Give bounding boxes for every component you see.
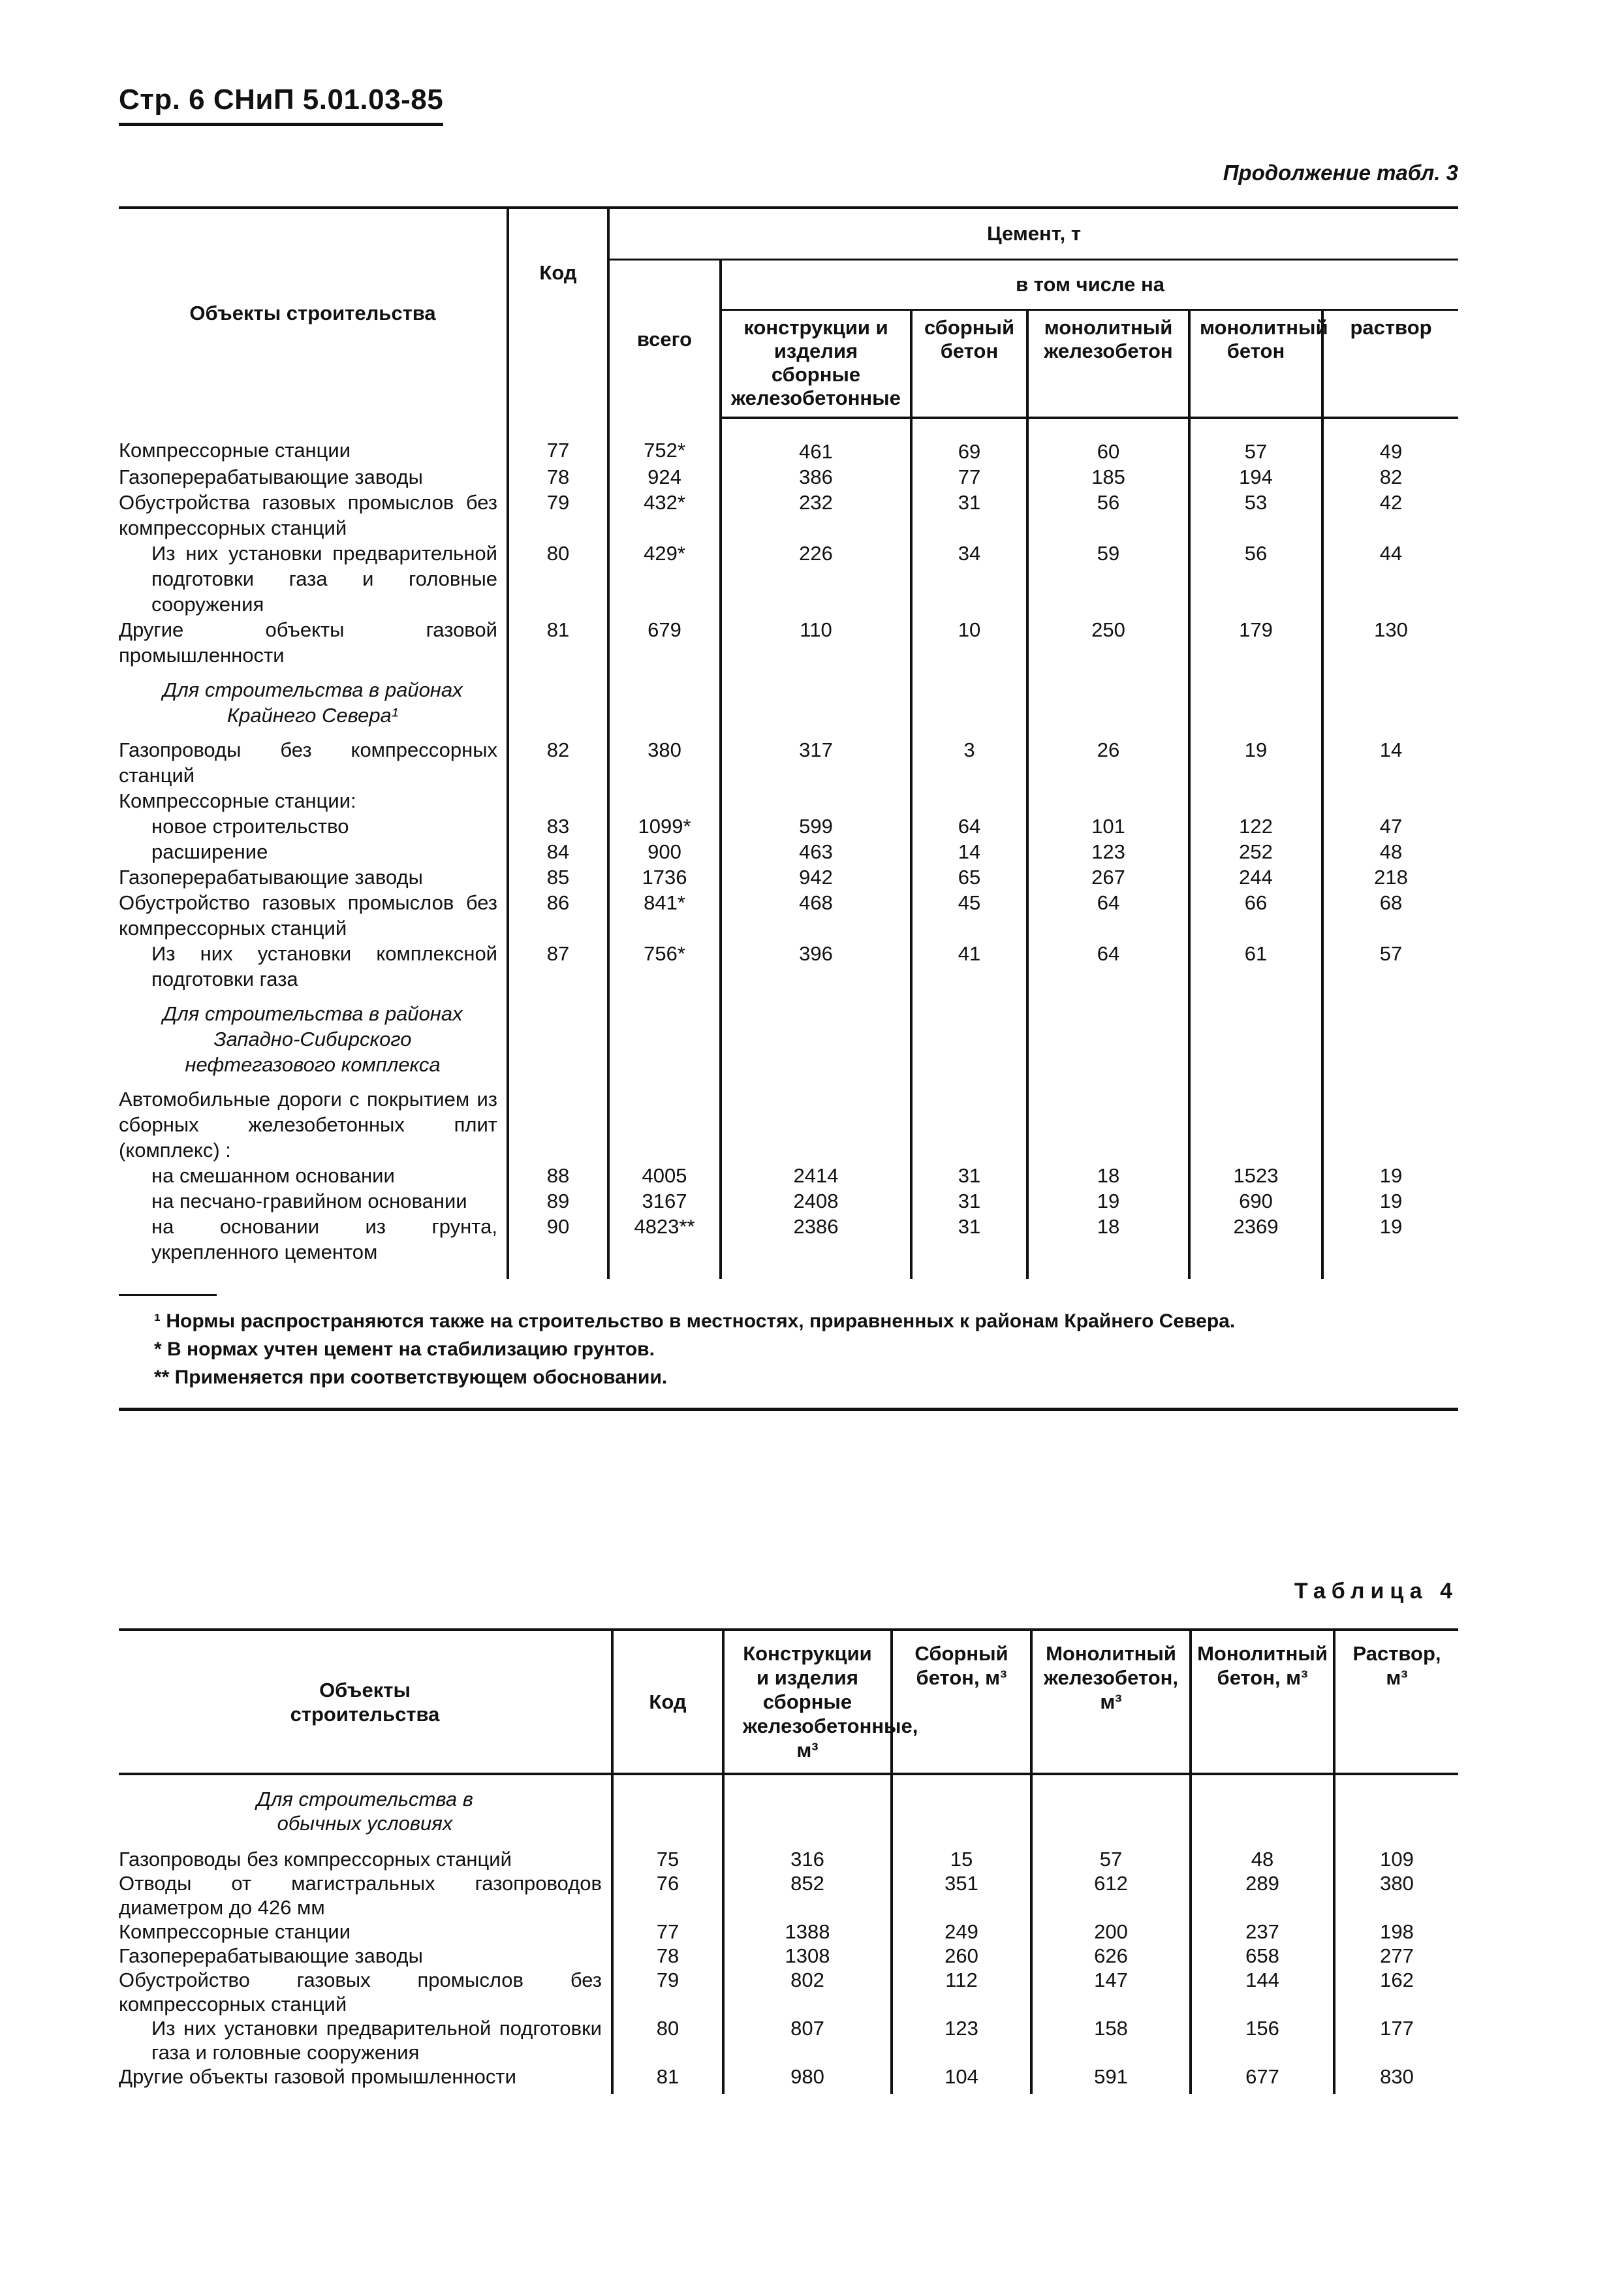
row-object-name: Отводы от магистральных газопроводов диаметром до 426 мм: [119, 1872, 602, 1919]
row-value: 2408: [721, 1188, 911, 1214]
header-sub-monolithic-rc: монолитный железобетон: [1027, 310, 1189, 419]
header-objects: Объекты строительства: [119, 208, 508, 418]
row-code: 81: [508, 617, 608, 668]
row-object-name: на песчано-гравийном основании: [151, 1190, 467, 1212]
row-value: 244: [1189, 864, 1322, 890]
table3-continuation-label: Продолжение табл. 3: [1223, 161, 1458, 185]
row-value: 123: [1027, 839, 1189, 864]
row-code: 77: [508, 418, 608, 464]
row-total: 3167: [608, 1188, 721, 1214]
row-value: 317: [721, 737, 911, 788]
row-value: [1189, 788, 1322, 814]
row-value: [1027, 1086, 1189, 1163]
row-object-name: Обустройство газовых промыслов без компрессорных станций: [119, 1969, 602, 2016]
row-value: 198: [1334, 1920, 1458, 1944]
row-value: 123: [892, 2016, 1031, 2064]
table-row: [119, 2064, 1458, 2094]
row-value: 658: [1191, 1944, 1334, 1968]
row-code: 80: [508, 541, 608, 617]
row-code: [508, 788, 608, 814]
row-total: 1736: [608, 864, 721, 890]
table4: [119, 1628, 1458, 2094]
footnotes: [119, 1307, 1458, 1391]
row-value: [1322, 788, 1458, 814]
row-object-name: Другие объекты газовой промышленности: [119, 618, 497, 667]
row-object-name: расширение: [151, 840, 268, 863]
empty-cell: [1322, 992, 1458, 1086]
row-value: 26: [1027, 737, 1189, 788]
row-value: 69: [911, 418, 1027, 464]
row-total: 1099*: [608, 814, 721, 839]
row-value: 56: [1189, 541, 1322, 617]
table-row: [119, 1188, 1458, 1214]
empty-cell: [612, 1774, 723, 1847]
row-value: 14: [1322, 737, 1458, 788]
empty-cell: [723, 1774, 892, 1847]
row-value: [911, 788, 1027, 814]
row-value: 802: [723, 1968, 892, 2016]
row-value: 194: [1189, 464, 1322, 490]
row-value: 64: [1027, 890, 1189, 941]
row-object-name: Газоперерабатывающие заводы: [119, 466, 423, 488]
row-value: 3: [911, 737, 1027, 788]
row-code: 84: [508, 839, 608, 864]
header-sub-monolithic-concrete: монолитный бетон: [1189, 310, 1322, 419]
row-value: 57: [1189, 418, 1322, 464]
row-value: 807: [723, 2016, 892, 2064]
row-code: 86: [508, 890, 608, 941]
row-value: 130: [1322, 617, 1458, 668]
row-value: 237: [1191, 1920, 1334, 1944]
row-value: 591: [1031, 2064, 1191, 2094]
table-row: [119, 890, 1458, 941]
row-total: 924: [608, 464, 721, 490]
row-value: 677: [1191, 2064, 1334, 2094]
t4-header-code: Код: [612, 1630, 723, 1774]
row-value: 61: [1189, 941, 1322, 992]
header-sub-prefab: конструкции и изделия сборные железобетонные: [721, 310, 911, 419]
row-total: 756*: [608, 941, 721, 992]
row-object-name: на смешанном основании: [151, 1164, 395, 1187]
row-value: 31: [911, 490, 1027, 541]
row-total: 4005: [608, 1163, 721, 1188]
table-row: [119, 839, 1458, 864]
t4-header-objects: Объекты строительства: [119, 1630, 612, 1774]
row-value: 468: [721, 890, 911, 941]
row-value: 68: [1322, 890, 1458, 941]
table-row: [119, 1774, 1458, 1847]
row-code: [508, 1086, 608, 1163]
row-value: 19: [1322, 1188, 1458, 1214]
table4-label: Таблица 4: [1294, 1579, 1458, 1604]
row-value: 386: [721, 464, 911, 490]
header-sub-precast-concrete: сборный бетон: [911, 310, 1027, 419]
row-value: 1523: [1189, 1163, 1322, 1188]
footnote-1: ¹ Нормы распространяются также на строительство в местностях, приравненных к районам Крайнего Севера.: [154, 1310, 1236, 1332]
row-value: 316: [723, 1847, 892, 1871]
row-code: 78: [612, 1944, 723, 1968]
table-row: [119, 541, 1458, 617]
row-value: 250: [1027, 617, 1189, 668]
empty-cell: [911, 668, 1027, 737]
t4-header-monolithic-concrete: Монолитный бетон, м³: [1191, 1630, 1334, 1774]
row-code: 89: [508, 1188, 608, 1214]
row-value: 830: [1334, 2064, 1458, 2094]
row-value: 144: [1191, 1968, 1334, 2016]
row-value: 179: [1189, 617, 1322, 668]
empty-cell: [608, 992, 721, 1086]
row-value: 59: [1027, 541, 1189, 617]
row-value: 162: [1334, 1968, 1458, 2016]
header-sub-mortar: раствор: [1322, 310, 1458, 419]
table-row: [119, 814, 1458, 839]
row-value: 19: [1322, 1163, 1458, 1188]
row-value: 45: [911, 890, 1027, 941]
table-row: [119, 617, 1458, 668]
row-value: 44: [1322, 541, 1458, 617]
row-value: 156: [1191, 2016, 1334, 2064]
row-value: 626: [1031, 1944, 1191, 1968]
empty-cell: [1189, 992, 1322, 1086]
row-object-name: Газопроводы без компрессорных станций: [119, 738, 497, 787]
section-heading: Для строительства в обычных условиях: [257, 1788, 473, 1835]
row-value: 2386: [721, 1214, 911, 1279]
row-value: 15: [892, 1847, 1031, 1871]
row-code: 82: [508, 737, 608, 788]
row-value: 463: [721, 839, 911, 864]
row-value: 396: [721, 941, 911, 992]
row-object-name: Обустройства газовых промыслов без компрессорных станций: [119, 491, 497, 539]
row-value: 267: [1027, 864, 1189, 890]
empty-cell: [508, 668, 608, 737]
table-row: [119, 2016, 1458, 2064]
row-object-name: Другие объекты газовой промышленности: [119, 2065, 516, 2088]
row-value: 218: [1322, 864, 1458, 890]
table-row: [119, 788, 1458, 814]
row-value: 14: [911, 839, 1027, 864]
row-value: 18: [1027, 1214, 1189, 1279]
footnote-3: ** Применяется при соответствующем обосновании.: [154, 1367, 668, 1388]
row-value: 249: [892, 1920, 1031, 1944]
row-total: 841*: [608, 890, 721, 941]
empty-cell: [1027, 992, 1189, 1086]
row-value: 260: [892, 1944, 1031, 1968]
row-value: 56: [1027, 490, 1189, 541]
section-heading: Для строительства в районах Крайнего Севера¹: [163, 678, 463, 727]
t4-header-prefab: Конструкции и изделия сборные железобетонные, м³: [723, 1630, 892, 1774]
row-total: 4823**: [608, 1214, 721, 1279]
row-value: 64: [1027, 941, 1189, 992]
row-value: 19: [1322, 1214, 1458, 1279]
row-total: [608, 788, 721, 814]
row-object-name: на основании из грунта, укрепленного цементом: [151, 1215, 497, 1263]
row-value: 101: [1027, 814, 1189, 839]
row-code: 76: [612, 1871, 723, 1920]
row-object-name: Газоперерабатывающие заводы: [119, 866, 423, 889]
row-code: 80: [612, 2016, 723, 2064]
row-code: 83: [508, 814, 608, 839]
row-value: 599: [721, 814, 911, 839]
row-value: 31: [911, 1188, 1027, 1214]
row-object-name: Компрессорные станции:: [119, 789, 356, 812]
header-code: Код: [508, 208, 608, 418]
row-object-name: Компрессорные станции: [119, 1920, 351, 1943]
empty-cell: [721, 992, 911, 1086]
row-value: 57: [1031, 1847, 1191, 1871]
row-value: 48: [1322, 839, 1458, 864]
empty-cell: [892, 1774, 1031, 1847]
row-value: [911, 1086, 1027, 1163]
header-including: в том числе на: [721, 260, 1458, 310]
table-row: [119, 490, 1458, 541]
row-value: 19: [1189, 737, 1322, 788]
row-value: 57: [1322, 941, 1458, 992]
row-value: 60: [1027, 418, 1189, 464]
row-object-name: Компрессорные станции: [119, 439, 351, 462]
row-value: 122: [1189, 814, 1322, 839]
row-value: [1322, 1086, 1458, 1163]
row-value: 104: [892, 2064, 1031, 2094]
row-object-name: Газоперерабатывающие заводы: [119, 1944, 423, 1967]
row-value: 77: [911, 464, 1027, 490]
empty-cell: [1191, 1774, 1334, 1847]
row-value: [1189, 1086, 1322, 1163]
row-value: 2369: [1189, 1214, 1322, 1279]
row-code: 81: [612, 2064, 723, 2094]
row-value: 48: [1191, 1847, 1334, 1871]
table-row: [119, 941, 1458, 992]
footnote-rule: [119, 1294, 217, 1296]
table4-body: [119, 1774, 1458, 2094]
row-total: 432*: [608, 490, 721, 541]
row-value: 690: [1189, 1188, 1322, 1214]
row-value: 1308: [723, 1944, 892, 1968]
row-value: [1027, 788, 1189, 814]
row-value: 612: [1031, 1871, 1191, 1920]
row-value: 53: [1189, 490, 1322, 541]
row-value: 277: [1334, 1944, 1458, 1968]
row-value: 109: [1334, 1847, 1458, 1871]
row-value: 252: [1189, 839, 1322, 864]
table-row: [119, 418, 1458, 464]
empty-cell: [1031, 1774, 1191, 1847]
row-value: 158: [1031, 2016, 1191, 2064]
empty-cell: [721, 668, 911, 737]
row-code: 79: [612, 1968, 723, 2016]
row-value: 351: [892, 1871, 1031, 1920]
empty-cell: [1334, 1774, 1458, 1847]
empty-cell: [1027, 668, 1189, 737]
row-value: 65: [911, 864, 1027, 890]
row-object-name: Из них установки предварительной подготовки газа и головные сооружения: [151, 2017, 602, 2064]
row-value: 41: [911, 941, 1027, 992]
table-row: [119, 464, 1458, 490]
row-value: [721, 1086, 911, 1163]
section-divider: [119, 1408, 1458, 1411]
row-object-name: Газопроводы без компрессорных станций: [119, 1848, 512, 1871]
row-value: 19: [1027, 1188, 1189, 1214]
row-value: 942: [721, 864, 911, 890]
table-row: [119, 1968, 1458, 2016]
empty-cell: [608, 668, 721, 737]
table-row: [119, 1944, 1458, 1968]
row-total: [608, 1086, 721, 1163]
empty-cell: [508, 992, 608, 1086]
table-row: [119, 1214, 1458, 1279]
footnote-2: * В нормах учтен цемент на стабилизацию грунтов.: [154, 1338, 655, 1360]
row-value: [721, 788, 911, 814]
row-code: 87: [508, 941, 608, 992]
row-code: 77: [612, 1920, 723, 1944]
header-total: всего: [608, 260, 721, 419]
row-value: 18: [1027, 1163, 1189, 1188]
row-total: 429*: [608, 541, 721, 617]
row-value: 177: [1334, 2016, 1458, 2064]
table-row: [119, 737, 1458, 788]
row-object-name: Из них установки предварительной подготовки газа и головные сооружения: [151, 542, 497, 616]
row-value: 461: [721, 418, 911, 464]
row-value: 2414: [721, 1163, 911, 1188]
table-row: [119, 1920, 1458, 1944]
empty-cell: [911, 992, 1027, 1086]
table3-body: [119, 418, 1458, 1279]
row-value: 852: [723, 1871, 892, 1920]
header-cement: Цемент, т: [608, 208, 1458, 260]
row-value: 31: [911, 1214, 1027, 1279]
row-total: 900: [608, 839, 721, 864]
row-value: 1388: [723, 1920, 892, 1944]
row-value: 380: [1334, 1871, 1458, 1920]
row-value: 82: [1322, 464, 1458, 490]
section-heading: Для строительства в районах Западно-Сибирского нефтегазового комплекса: [163, 1002, 463, 1076]
t4-header-precast-concrete: Сборный бетон, м³: [892, 1630, 1031, 1774]
row-code: 85: [508, 864, 608, 890]
row-value: 226: [721, 541, 911, 617]
row-total: 752*: [608, 418, 721, 464]
row-object-name: Обустройство газовых промыслов без компрессорных станций: [119, 891, 497, 940]
row-value: 66: [1189, 890, 1322, 941]
row-value: 49: [1322, 418, 1458, 464]
row-object-name: Автомобильные дороги с покрытием из сборных железобетонных плит (комплекс) :: [119, 1088, 497, 1162]
row-value: 185: [1027, 464, 1189, 490]
empty-cell: [1322, 668, 1458, 737]
row-value: 980: [723, 2064, 892, 2094]
empty-cell: [1189, 668, 1322, 737]
row-value: 47: [1322, 814, 1458, 839]
row-object-name: новое строительство: [151, 815, 349, 838]
page-header: Стр. 6 СНиП 5.01.03-85: [119, 84, 443, 126]
row-value: 42: [1322, 490, 1458, 541]
table-row: [119, 668, 1458, 737]
row-value: 289: [1191, 1871, 1334, 1920]
row-code: 78: [508, 464, 608, 490]
table3: [119, 206, 1458, 1279]
table-row: [119, 992, 1458, 1086]
row-value: 147: [1031, 1968, 1191, 2016]
row-object-name: Из них установки комплексной подготовки газа: [151, 942, 497, 990]
row-value: 31: [911, 1163, 1027, 1188]
row-value: 10: [911, 617, 1027, 668]
table-row: [119, 1847, 1458, 1871]
row-code: 79: [508, 490, 608, 541]
table-row: [119, 1871, 1458, 1920]
row-total: 679: [608, 617, 721, 668]
row-code: 75: [612, 1847, 723, 1871]
row-value: 200: [1031, 1920, 1191, 1944]
row-total: 380: [608, 737, 721, 788]
row-value: 34: [911, 541, 1027, 617]
t4-header-monolithic-rc: Монолитный железобетон, м³: [1031, 1630, 1191, 1774]
row-value: 232: [721, 490, 911, 541]
table-row: [119, 1163, 1458, 1188]
row-code: 90: [508, 1214, 608, 1279]
t4-header-mortar: Раствор, м³: [1334, 1630, 1458, 1774]
row-value: 112: [892, 1968, 1031, 2016]
row-value: 110: [721, 617, 911, 668]
row-code: 88: [508, 1163, 608, 1188]
table-row: [119, 864, 1458, 890]
table-row: [119, 1086, 1458, 1163]
row-value: 64: [911, 814, 1027, 839]
